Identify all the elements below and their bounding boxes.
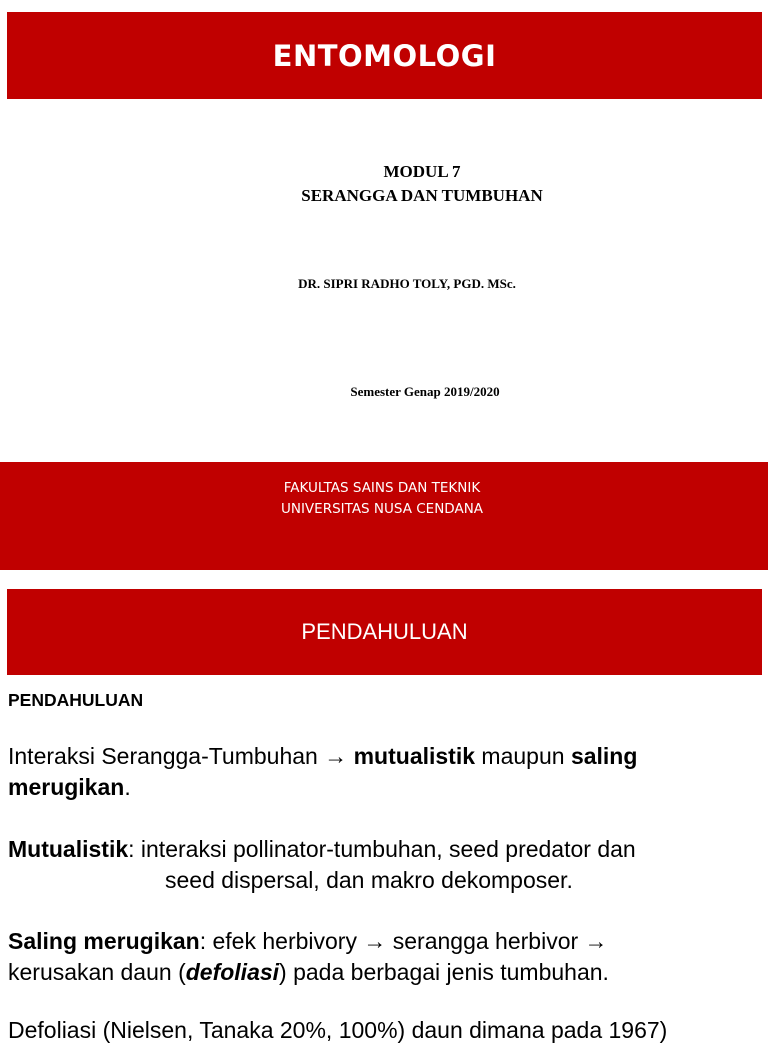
title-banner — [7, 12, 762, 99]
module-title — [0, 160, 768, 208]
term-saling-merugikan-label: Saling merugikan — [8, 928, 200, 954]
arrow-icon: → — [324, 743, 348, 769]
term-saling-merugikan: saling merugikan — [8, 743, 638, 800]
paragraph-mutualistik: Mutualistik: interaksi pollinator-tumbuhan, seed predator dan seed dispersal, dan makro dekomposer. — [8, 836, 636, 893]
section-heading: PENDAHULUAN — [8, 690, 144, 710]
slide-title: ENTOMOLOGI — [272, 38, 497, 73]
term-defoliasi: defoliasi — [185, 959, 280, 985]
arrow-icon: → — [584, 928, 608, 954]
paragraph-interaction: Interaksi Serangga-Tumbuhan → mutualistik maupun saling merugikan. — [8, 743, 638, 800]
module-subject: SERANGGA DAN TUMBUHAN — [301, 186, 543, 205]
module-number: MODUL 7 — [383, 162, 461, 181]
university-name: UNIVERSITAS NUSA CENDANA — [280, 501, 484, 517]
term-mutualistik: mutualistik — [353, 743, 476, 769]
term-mutualistik-label: Mutualistik — [8, 836, 129, 862]
author-name: DR. SIPRI RADHO TOLY, PGD. MSc. — [298, 276, 516, 291]
section-banner-title: PENDAHULUAN — [301, 619, 468, 644]
paragraph-saling-merugikan: Saling merugikan: efek herbivory → serangga herbivor → kerusakan daun (defoliasi) pada berbagai jenis tumbuhan. — [8, 928, 609, 985]
paragraph-cut-off: Defoliasi (Nielsen, Tanaka 20%, 100%) daun dimana pada 1967) — [8, 1017, 668, 1043]
section-banner — [7, 589, 762, 675]
faculty-banner — [0, 462, 768, 570]
arrow-icon: → — [363, 928, 387, 954]
faculty-name: FAKULTAS SAINS DAN TEKNIK — [283, 480, 481, 496]
semester-label: Semester Genap 2019/2020 — [350, 384, 500, 399]
